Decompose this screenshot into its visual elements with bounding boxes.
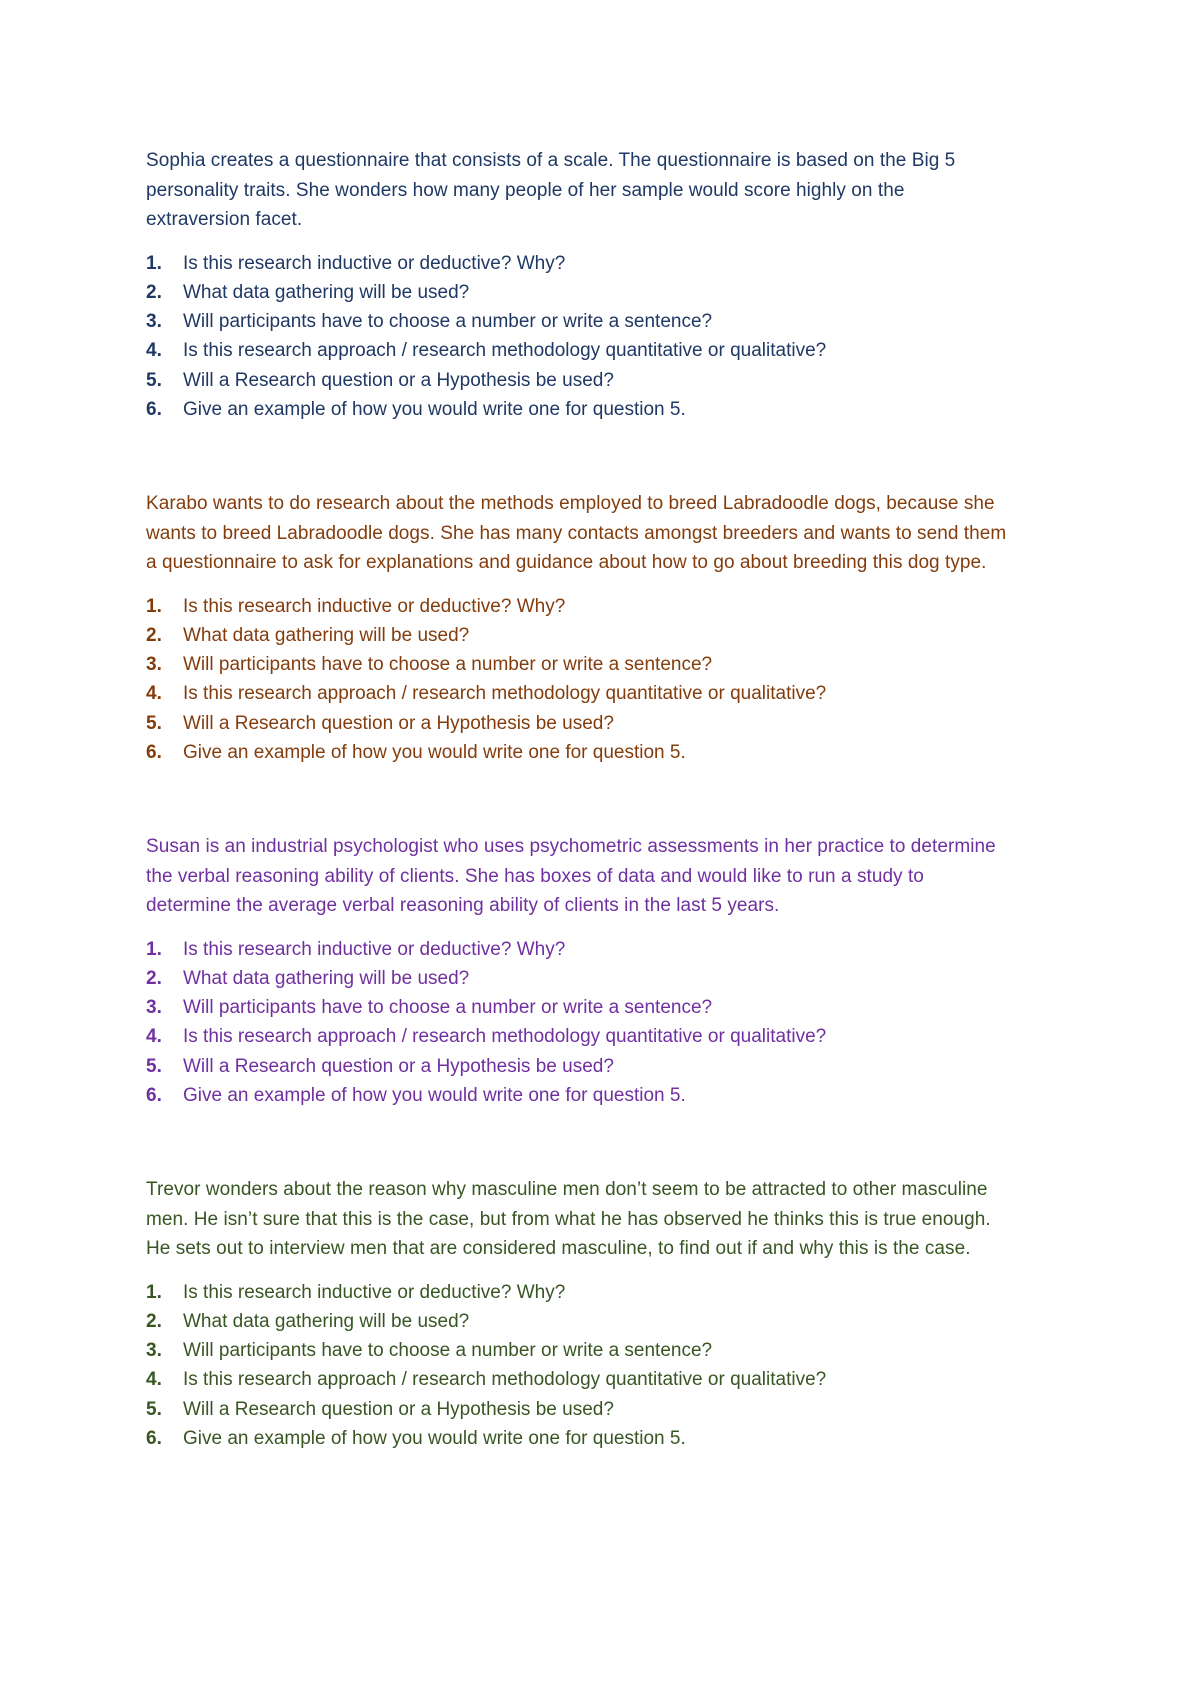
question-number: 2. [146,624,162,646]
question-number: 3. [146,654,162,676]
question-number: 4. [146,1369,162,1391]
question-text: Is this research approach / research methodology quantitative or qualitative? [183,683,827,705]
question-item [146,621,1066,650]
question-item [146,1081,1066,1110]
question-number: 3. [146,1340,162,1362]
question-text: Is this research approach / research methodology quantitative or qualitative? [183,340,827,362]
paragraph-line: Susan is an industrial psychologist who uses psychometric assessments in her practice to determine [146,836,996,857]
paragraph-line: the verbal reasoning ability of clients. She has boxes of data and would like to run a study to [146,865,924,887]
question-text: Will participants have to choose a number or write a sentence? [183,997,713,1019]
question-text: Will a Research question or a Hypothesis be used? [183,1398,614,1420]
question-text: What data gathering will be used? [183,1310,470,1332]
paragraph-line: determine the average verbal reasoning ability of clients in the last 5 years. [146,895,780,916]
question-number: 6. [146,1427,162,1449]
question-number: 3. [146,997,162,1019]
question-text: Is this research inductive or deductive? Why? [183,252,566,274]
question-number: 4. [146,340,162,362]
question-number: 5. [146,1055,162,1077]
question-item [146,336,1066,365]
question-number: 1. [146,252,162,274]
question-text: Give an example of how you would write one for question 5. [183,398,686,420]
question-number: 1. [146,938,162,960]
question-number: 5. [146,712,162,734]
question-item [146,395,1066,424]
question-text: Will participants have to choose a number or write a sentence? [183,654,713,676]
question-text: Is this research inductive or deductive? Why? [183,938,566,960]
scenario-sophia [146,146,1066,424]
question-text: Is this research approach / research methodology quantitative or qualitative? [183,1026,827,1048]
question-item [146,1278,1066,1307]
question-item [146,1424,1066,1453]
question-item [146,993,1066,1022]
question-text: Will participants have to choose a number or write a sentence? [183,311,713,333]
question-item [146,1365,1066,1394]
question-text: What data gathering will be used? [183,624,470,646]
question-number: 6. [146,1084,162,1106]
question-text: Give an example of how you would write one for question 5. [183,1084,686,1106]
paragraph-line: a questionnaire to ask for explanations and guidance about how to go about breeding this dog type. [146,552,987,573]
scenario-paragraph [146,832,1066,921]
paragraph-line: Trevor wonders about the reason why masculine men don’t seem to be attracted to other masculine [146,1179,988,1200]
question-text: Will a Research question or a Hypothesis be used? [183,712,614,734]
question-item [146,307,1066,336]
question-item [146,935,1066,964]
paragraph-line: men. He isn’t sure that this is the case, but from what he has observed he thinks this is true enough. [146,1208,991,1230]
question-item [146,278,1066,307]
question-number: 5. [146,1398,162,1420]
scenario-karabo [146,489,1066,767]
scenario-susan [146,832,1066,1110]
question-item [146,650,1066,679]
paragraph-line: personality traits. She wonders how many people of her sample would score highly on the [146,179,905,201]
question-item [146,1307,1066,1336]
question-text: What data gathering will be used? [183,967,470,989]
paragraph-line: extraversion facet. [146,209,303,230]
paragraph-line: He sets out to interview men that are considered masculine, to find out if and why this is the case. [146,1238,971,1259]
question-number: 6. [146,398,162,420]
question-number: 1. [146,595,162,617]
question-text: What data gathering will be used? [183,281,470,303]
question-item [146,964,1066,993]
question-text: Will participants have to choose a number or write a sentence? [183,1340,713,1362]
scenario-paragraph [146,146,1066,235]
question-item [146,1395,1066,1424]
question-item [146,592,1066,621]
question-number: 1. [146,1281,162,1303]
question-number: 2. [146,967,162,989]
question-item [146,1052,1066,1081]
question-number: 5. [146,369,162,391]
question-number: 4. [146,683,162,705]
question-text: Will a Research question or a Hypothesis be used? [183,369,614,391]
question-number: 2. [146,1310,162,1332]
paragraph-line: Karabo wants to do research about the methods employed to breed Labradoodle dogs, because she [146,493,995,514]
scenario-paragraph [146,1175,1066,1264]
scenario-trevor [146,1175,1066,1453]
question-text: Is this research approach / research methodology quantitative or qualitative? [183,1369,827,1391]
scenario-paragraph [146,489,1066,578]
question-number: 6. [146,741,162,763]
question-item [146,249,1066,278]
question-text: Is this research inductive or deductive? Why? [183,595,566,617]
question-item [146,1022,1066,1051]
paragraph-line: wants to breed Labradoodle dogs. She has many contacts amongst breeders and wants to send them [146,522,1007,544]
question-list [146,1278,1066,1454]
question-number: 2. [146,281,162,303]
question-item [146,738,1066,767]
question-list [146,935,1066,1111]
question-text: Is this research inductive or deductive? Why? [183,1281,566,1303]
question-item [146,366,1066,395]
question-item [146,1336,1066,1365]
question-list [146,249,1066,425]
question-number: 4. [146,1026,162,1048]
question-item [146,709,1066,738]
question-text: Give an example of how you would write one for question 5. [183,741,686,763]
question-text: Give an example of how you would write one for question 5. [183,1427,686,1449]
question-list [146,592,1066,768]
question-text: Will a Research question or a Hypothesis be used? [183,1055,614,1077]
question-item [146,679,1066,708]
paragraph-line: Sophia creates a questionnaire that consists of a scale. The questionnaire is based on the Big 5 [146,150,956,171]
question-number: 3. [146,311,162,333]
